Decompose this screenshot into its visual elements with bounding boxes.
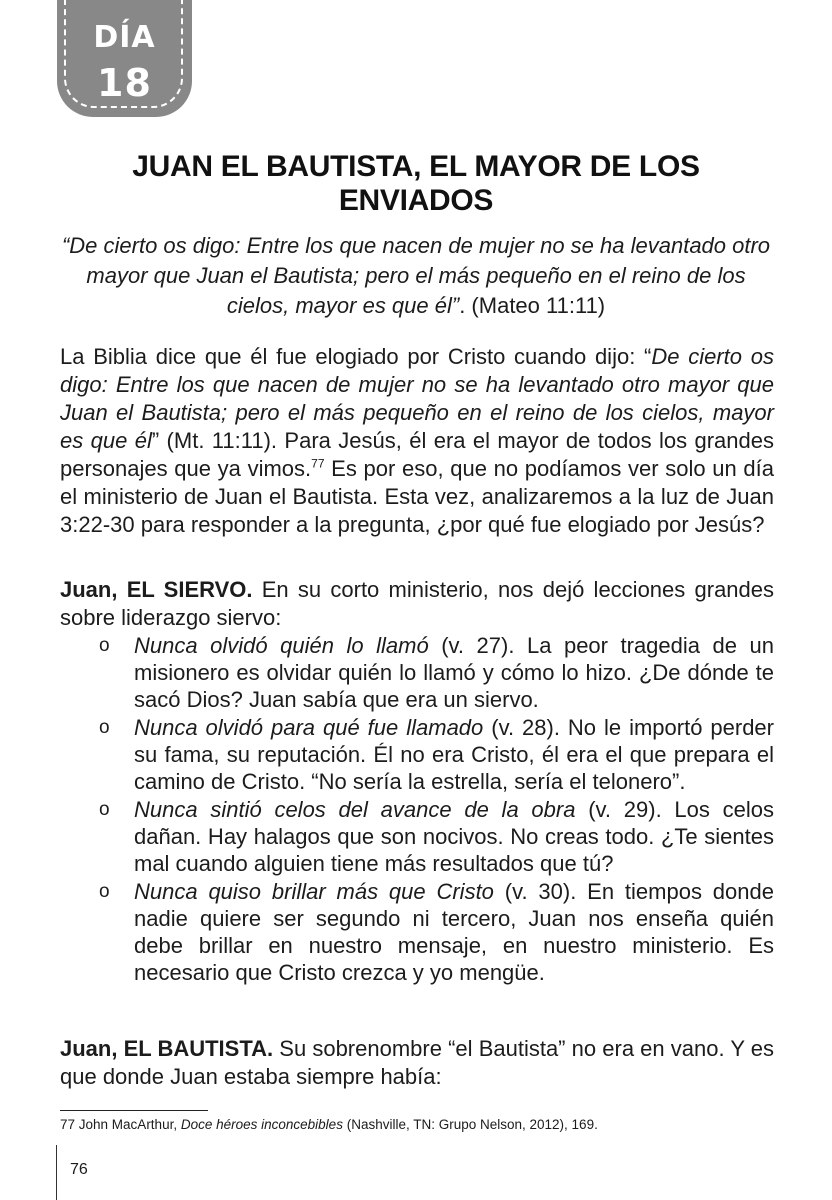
bullet-marker: o bbox=[99, 799, 110, 820]
day-number: 18 bbox=[97, 61, 152, 105]
epigraph bbox=[60, 231, 772, 321]
servant-text: En su corto ministerio, nos dejó lecciones grandes sobre liderazgo siervo: bbox=[60, 577, 775, 630]
list-item-text: (v. 27). La peor tragedia de un misionero es olvidar quién lo llamó y cómo lo hizo. ¿De dónde te sacó Dios? Juan sabía que era un siervo. bbox=[134, 633, 774, 712]
bullet-marker: o bbox=[99, 635, 110, 656]
page-number-divider bbox=[56, 1145, 57, 1200]
footnote-author: John MacArthur, bbox=[75, 1117, 181, 1132]
bullet-marker: o bbox=[99, 717, 110, 738]
page-number: 76 bbox=[70, 1161, 88, 1178]
epigraph-quote: “De cierto os digo: Entre los que nacen de mujer no se ha levantado otro mayor que Juan el Bautista; pero el más pequeño en el reino de los cielos, mayor es que él” bbox=[61, 233, 771, 318]
list-item bbox=[60, 796, 774, 877]
list-item-text: (v. 28). No le importó perder su fama, su reputación. Él no era Cristo, él era el que prepara el camino de Cristo. “No sería la estrella, sería el telonero”. bbox=[134, 715, 774, 794]
page-title: JUAN EL BAUTISTA, EL MAYOR DE LOS ENVIADOS bbox=[132, 150, 700, 217]
servant-paragraph bbox=[60, 576, 774, 632]
intro-paragraph bbox=[60, 343, 774, 539]
footnote-reference[interactable]: 77 bbox=[311, 456, 325, 471]
footnote-divider bbox=[60, 1110, 208, 1111]
footnote-number: 77 bbox=[60, 1117, 76, 1132]
intro-after-quote: ” (Mt. 11:11). Para Jesús, él era el mayor de todos los grandes personajes que ya vimos. bbox=[60, 428, 774, 481]
intro-quote: De cierto os digo: Entre los que nacen de mujer no se ha levantado otro mayor que Juan el Bautista; pero el más pequeño en el reino de los cielos, mayor es que él bbox=[60, 344, 774, 453]
footnote bbox=[60, 1116, 774, 1134]
footnote-book-title: Doce héroes inconcebibles bbox=[180, 1117, 343, 1132]
list-item-italic: Nunca quiso brillar más que Cristo bbox=[134, 879, 494, 904]
list-item bbox=[60, 714, 774, 795]
list-item-text: (v. 30). En tiempos donde nadie quiere ser segundo ni tercero, Juan nos enseña quién debe brillar en nuestro mensaje, en nuestro ministerio. Es necesario que Cristo crezca y yo mengüe. bbox=[134, 879, 774, 985]
bullet-marker: o bbox=[99, 881, 110, 902]
baptist-paragraph bbox=[60, 1035, 774, 1091]
intro-rest: Es por eso, que no podíamos ver solo un día el ministerio de Juan el Bautista. Esta vez, analizaremos a la luz de Juan 3:22-30 para responder a la pregunta, ¿por qué fue elogiado por Jesús? bbox=[60, 456, 774, 537]
epigraph-reference: . (Mateo 11:11) bbox=[459, 293, 606, 318]
servant-lessons-list bbox=[60, 632, 774, 987]
day-label: DÍA bbox=[93, 20, 156, 55]
servant-heading: Juan, EL SIERVO. bbox=[60, 577, 253, 602]
day-badge bbox=[57, 0, 192, 117]
list-item-italic: Nunca sintió celos del avance de la obra bbox=[134, 797, 576, 822]
list-item-text: (v. 29). Los celos dañan. Hay halagos que son nocivos. No creas todo. ¿Te sientes mal cuando alguien tiene más resultados que tú? bbox=[134, 797, 774, 876]
list-item bbox=[60, 632, 774, 713]
list-item-italic: Nunca olvidó quién lo llamó bbox=[134, 633, 429, 658]
list-item bbox=[60, 878, 774, 986]
list-item-italic: Nunca olvidó para qué fue llamado bbox=[134, 715, 484, 740]
intro-text: La Biblia dice que él fue elogiado por Cristo cuando dijo: “ bbox=[60, 344, 652, 369]
baptist-text: Su sobrenombre “el Bautista” no era en vano. Y es que donde Juan estaba siempre había: bbox=[60, 1036, 775, 1089]
footnote-details: (Nashville, TN: Grupo Nelson, 2012), 169. bbox=[342, 1117, 598, 1132]
baptist-heading: Juan, EL BAUTISTA. bbox=[60, 1036, 274, 1061]
